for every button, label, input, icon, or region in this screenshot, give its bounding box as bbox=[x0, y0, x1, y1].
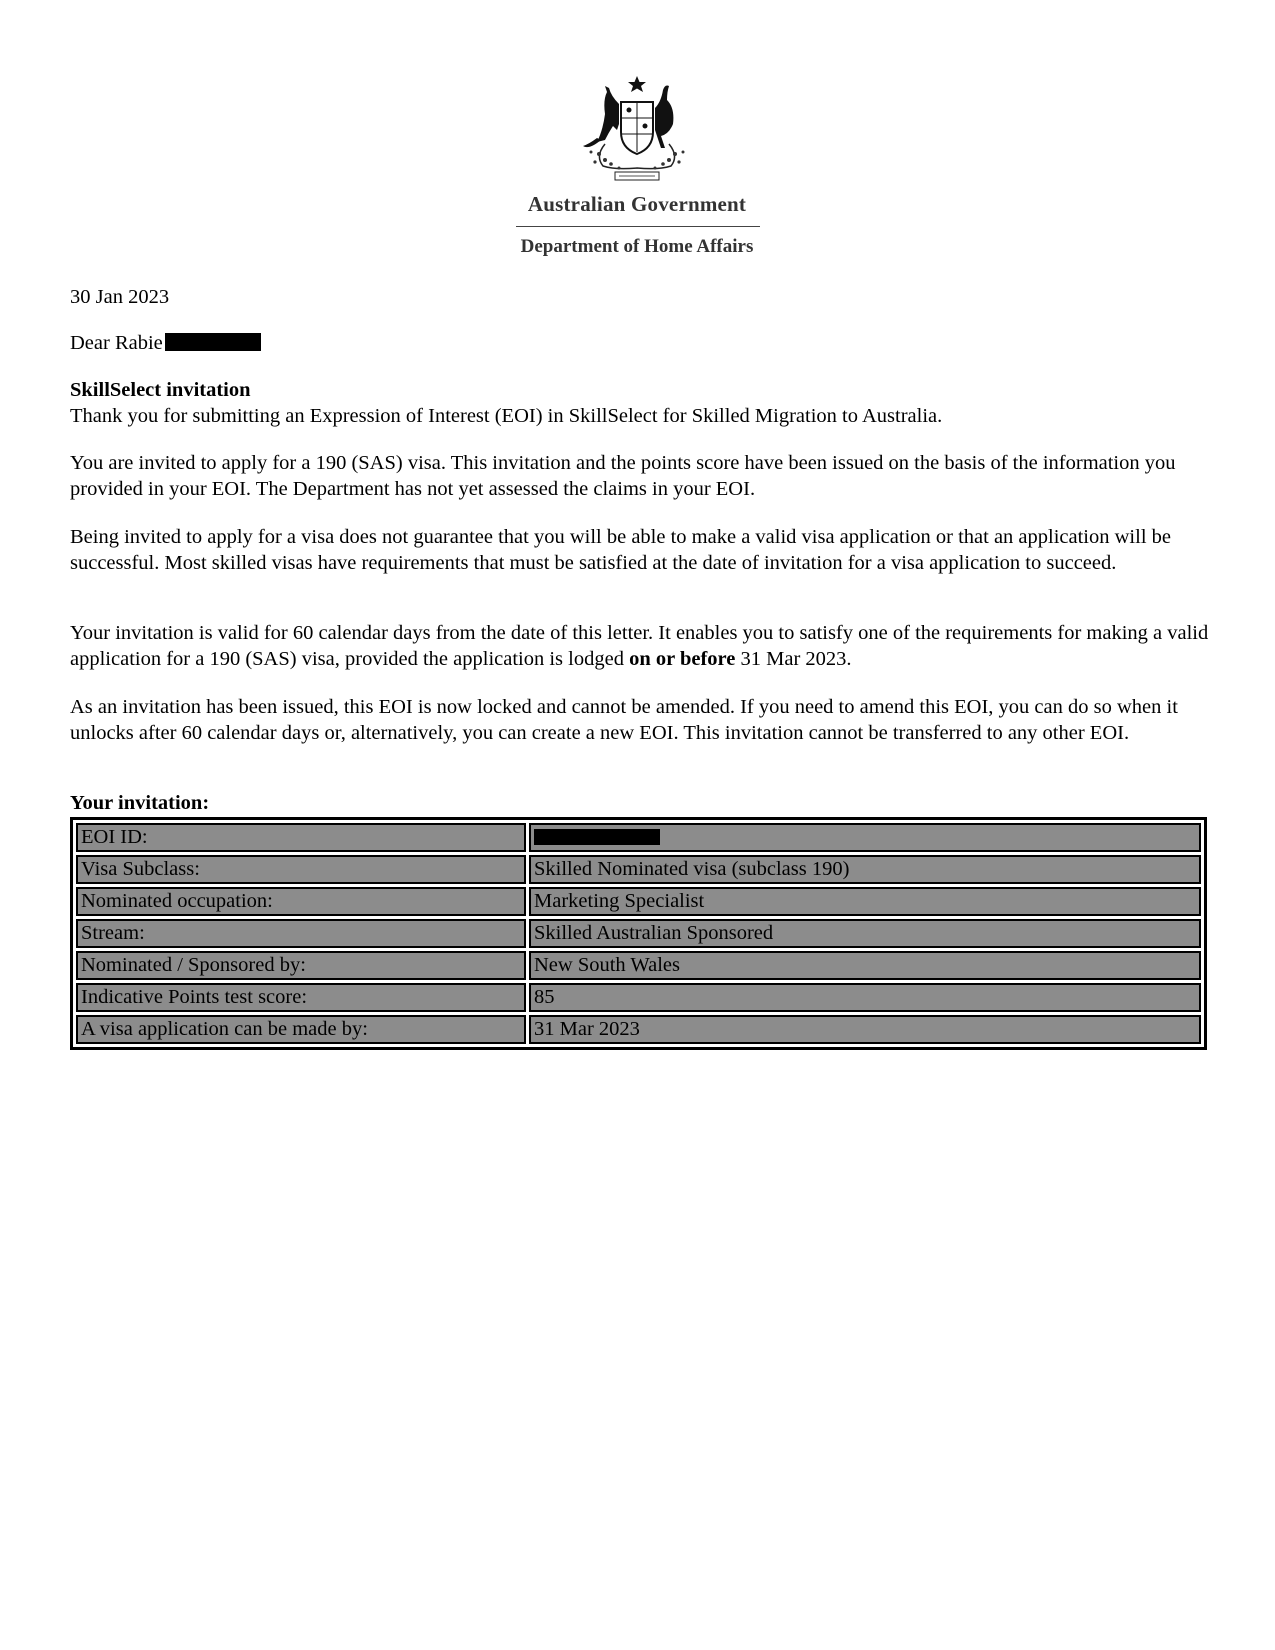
paragraph-invited: You are invited to apply for a 190 (SAS) visa. This invitation and the points score have been issued on the basis of the information you provided in your EOI. The Department has not yet assessed the claims in your EOI. bbox=[70, 452, 1176, 500]
paragraph-intro: Thank you for submitting an Expression of Interest (EOI) in SkillSelect for Skilled Migration to Australia. bbox=[70, 405, 943, 427]
row-value-apply-by: 31 Mar 2023 bbox=[529, 1015, 1201, 1044]
row-value-visa-subclass: Skilled Nominated visa (subclass 190) bbox=[529, 855, 1201, 884]
paragraph-validity bbox=[70, 620, 1210, 672]
table-row bbox=[76, 951, 1201, 980]
paragraph-no-guarantee: Being invited to apply for a visa does not guarantee that you will be able to make a valid visa application or that an application will be successful. Most skilled visas have requirements that must be satisfied at the date of invitation for a visa application to succeed. bbox=[70, 526, 1171, 574]
letter-date: 30 Jan 2023 bbox=[70, 286, 170, 308]
row-label-points-score: Indicative Points test score: bbox=[76, 983, 526, 1012]
paragraph-validity-start: Your invitation is valid for 60 calendar days from the date of this letter. It enables you to satisfy one of the requirements for making a valid application for a 190 (SAS) visa, provided the application is lodged bbox=[70, 622, 1209, 670]
redacted-eoi-id bbox=[534, 829, 660, 845]
row-value-eoi-id bbox=[529, 823, 1201, 852]
table-row bbox=[76, 983, 1201, 1012]
salutation bbox=[70, 330, 1210, 356]
table-row bbox=[76, 1015, 1201, 1044]
redacted-surname bbox=[165, 333, 261, 351]
paragraph-locked: As an invitation has been issued, this EOI is now locked and cannot be amended. If you need to amend this EOI, you can do so when it unlocks after 60 calendar days or, alternatively, you can create a new EOI. This invitation cannot be transferred to any other EOI. bbox=[70, 696, 1178, 744]
letter-subject: SkillSelect invitation bbox=[70, 379, 251, 401]
paragraph-validity-end: 31 Mar 2023. bbox=[740, 648, 852, 670]
header-divider bbox=[516, 226, 760, 227]
row-label-stream: Stream: bbox=[76, 919, 526, 948]
table-row bbox=[76, 919, 1201, 948]
row-label-sponsor: Nominated / Sponsored by: bbox=[76, 951, 526, 980]
organisation-name: Australian Government bbox=[527, 192, 747, 216]
row-value-points-score: 85 bbox=[529, 983, 1201, 1012]
row-label-eoi-id: EOI ID: bbox=[76, 823, 526, 852]
row-label-occupation: Nominated occupation: bbox=[76, 887, 526, 916]
row-label-apply-by: A visa application can be made by: bbox=[76, 1015, 526, 1044]
table-row bbox=[76, 887, 1201, 916]
table-row bbox=[76, 823, 1201, 852]
department-name: Department of Home Affairs bbox=[520, 236, 754, 257]
coat-of-arms-logo bbox=[575, 74, 699, 184]
paragraph-validity-emphasis: on or before bbox=[629, 648, 736, 670]
row-value-occupation: Marketing Specialist bbox=[529, 887, 1201, 916]
invitation-table-heading: Your invitation: bbox=[70, 792, 210, 814]
row-value-stream: Skilled Australian Sponsored bbox=[529, 919, 1201, 948]
row-label-visa-subclass: Visa Subclass: bbox=[76, 855, 526, 884]
table-row bbox=[76, 855, 1201, 884]
salutation-text: Dear Rabie bbox=[70, 332, 163, 354]
row-value-sponsor: New South Wales bbox=[529, 951, 1201, 980]
invitation-details-table bbox=[70, 817, 1207, 1050]
